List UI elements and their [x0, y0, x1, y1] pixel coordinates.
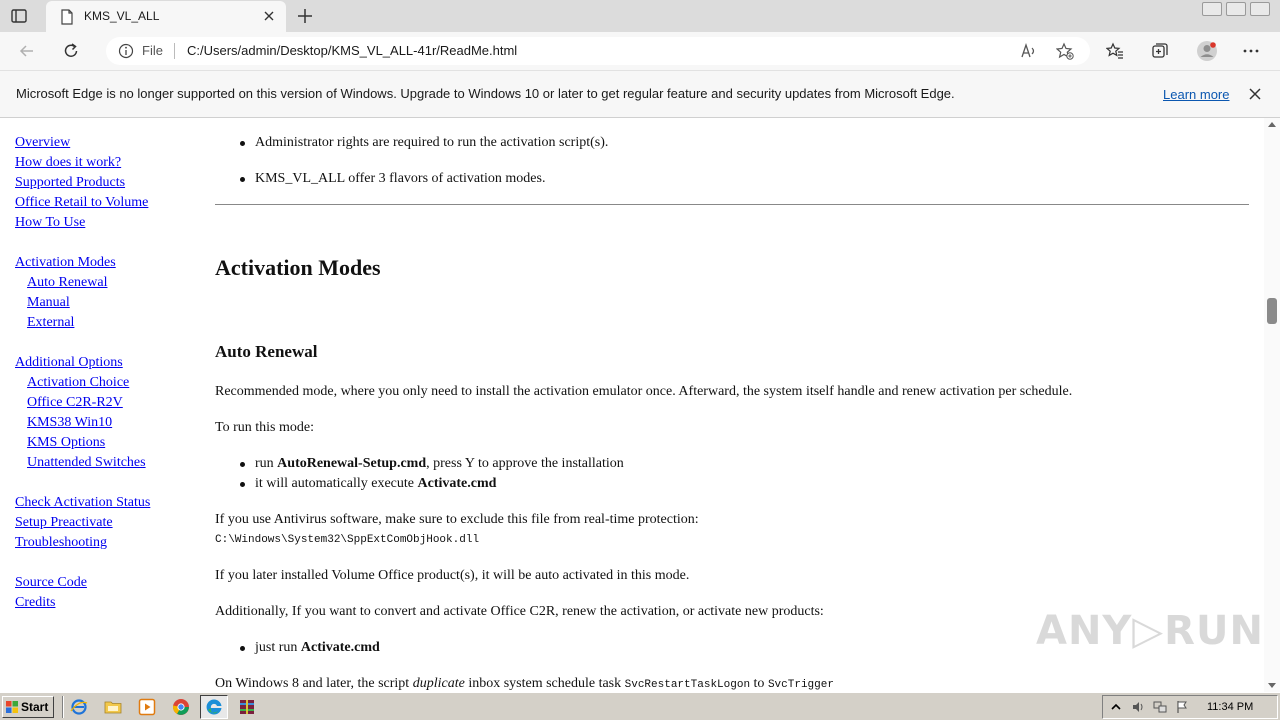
nav-link-kms38-win10[interactable]: KMS38 Win10: [27, 415, 113, 430]
text: just run: [255, 640, 301, 655]
nav-link-auto-renewal[interactable]: Auto Renewal: [27, 275, 108, 290]
address-scheme-label: File: [142, 43, 163, 58]
paragraph: Recommended mode, where you only need to install the activation emulator once. Afterward, the system itself handle and renew activation per schedule.: [215, 384, 1073, 399]
nav-link-troubleshooting[interactable]: Troubleshooting: [15, 535, 108, 550]
network-icon[interactable]: [1153, 700, 1167, 714]
start-button[interactable]: [2, 696, 54, 718]
code-path: C:\Windows\System32\SppExtComObjHook.dll: [215, 534, 480, 546]
nav-link-how-to-use[interactable]: How To Use: [15, 215, 86, 230]
paragraph: Additionally, If you want to convert and activate Office C2R, renew the activation, or activate new products:: [215, 604, 824, 619]
infobar-message: Microsoft Edge is no longer supported on this version of Windows. Upgrade to Windows 10 or later to get regular feature and security updates from Microsoft Edge.: [16, 86, 955, 101]
favorites-icon[interactable]: [1106, 42, 1124, 60]
nav-link-additional-options[interactable]: Additional Options: [15, 355, 123, 370]
vertical-scrollbar[interactable]: [1264, 118, 1280, 692]
file-explorer-icon[interactable]: [104, 698, 122, 716]
show-hidden-icons-icon[interactable]: [1109, 700, 1123, 714]
scroll-down-arrow-icon[interactable]: [1268, 683, 1276, 688]
text: to: [750, 676, 768, 691]
chrome-icon[interactable]: [172, 698, 190, 716]
winrar-icon[interactable]: [238, 698, 256, 716]
info-icon[interactable]: [118, 43, 134, 59]
nav-link-setup-preactivate[interactable]: Setup Preactivate: [15, 515, 113, 530]
action-center-flag-icon[interactable]: [1175, 700, 1189, 714]
list-item: [255, 640, 380, 656]
document-icon: [60, 9, 74, 25]
address-bar[interactable]: [106, 37, 1090, 65]
tab-actions-icon[interactable]: [10, 7, 28, 25]
heading-activation-modes: Activation Modes: [215, 255, 381, 280]
nav-link-office-c2r-r2v[interactable]: Office C2R-R2V: [27, 395, 123, 410]
text: inbox system schedule task: [464, 676, 625, 691]
nav-link-source-code[interactable]: Source Code: [15, 575, 87, 590]
close-tab-icon[interactable]: [262, 9, 276, 23]
system-tray: [1102, 695, 1278, 719]
internet-explorer-icon[interactable]: [70, 698, 88, 716]
nav-link-manual[interactable]: Manual: [27, 295, 70, 310]
new-tab-icon[interactable]: [296, 7, 314, 25]
start-label: Start: [21, 700, 49, 714]
taskbar-edge-active[interactable]: [200, 695, 228, 719]
nav-link-activation-choice[interactable]: Activation Choice: [27, 375, 130, 390]
profile-avatar-icon[interactable]: [1196, 40, 1218, 62]
read-aloud-icon[interactable]: [1020, 42, 1038, 60]
heading-auto-renewal: Auto Renewal: [215, 342, 318, 361]
edge-icon: [205, 698, 223, 716]
paragraph: To run this mode:: [215, 420, 314, 435]
list-item: [255, 476, 496, 492]
address-separator: [174, 43, 175, 59]
nav-link-office-retail-to-volume[interactable]: Office Retail to Volume: [15, 195, 149, 210]
restore-button[interactable]: [1226, 2, 1246, 16]
scroll-up-arrow-icon[interactable]: [1268, 122, 1276, 127]
scrollbar-thumb[interactable]: [1267, 298, 1277, 324]
nav-link-check-activation-status[interactable]: Check Activation Status: [15, 495, 151, 510]
file-name: Activate.cmd: [300, 640, 380, 655]
text: , press Y to approve the installation: [426, 456, 624, 471]
task-name: SvcRestartTaskLogon: [624, 679, 751, 691]
nav-link-unattended-switches[interactable]: Unattended Switches: [27, 455, 146, 470]
nav-link-kms-options[interactable]: KMS Options: [27, 435, 106, 450]
text: it will automatically execute: [255, 476, 418, 491]
taskbar-separator: [62, 696, 64, 718]
task-name: SvcTrigger: [767, 679, 834, 691]
close-icon[interactable]: [1248, 87, 1262, 101]
refresh-icon[interactable]: [62, 42, 80, 60]
list-item: KMS_VL_ALL offer 3 flavors of activation modes.: [255, 171, 546, 186]
add-favorite-icon[interactable]: [1056, 42, 1074, 60]
close-window-button[interactable]: [1250, 2, 1270, 16]
horizontal-rule: [215, 204, 1249, 205]
back-icon[interactable]: [18, 42, 36, 60]
collections-icon[interactable]: [1151, 42, 1169, 60]
paragraph: [215, 676, 834, 692]
tab-title: KMS_VL_ALL: [84, 9, 160, 23]
volume-icon[interactable]: [1131, 700, 1145, 714]
taskbar: [0, 692, 1280, 720]
emphasis: duplicate: [412, 676, 465, 691]
file-name: Activate.cmd: [417, 476, 497, 491]
windows-logo-icon: [6, 701, 18, 713]
learn-more-link[interactable]: Learn more: [1163, 87, 1230, 102]
address-url[interactable]: C:/Users/admin/Desktop/KMS_VL_ALL-41r/ReadMe.html: [187, 43, 518, 58]
paragraph: If you use Antivirus software, make sure to exclude this file from real-time protection:: [215, 512, 699, 527]
nav-link-overview[interactable]: Overview: [15, 135, 71, 150]
navigation-bar: [0, 32, 1280, 70]
page-viewport: [0, 118, 1264, 692]
nav-link-how-does-it-work[interactable]: How does it work?: [15, 155, 122, 170]
nav-link-credits[interactable]: Credits: [15, 595, 56, 610]
anyrun-watermark: ANY▷RUN: [1036, 608, 1264, 654]
title-bar: [0, 0, 1280, 32]
text: On Windows 8 and later, the script: [215, 676, 413, 691]
file-name: AutoRenewal-Setup.cmd: [277, 456, 427, 471]
list-item: Administrator rights are required to run the activation script(s).: [255, 135, 609, 150]
more-menu-icon[interactable]: [1242, 42, 1260, 60]
nav-link-external[interactable]: External: [27, 315, 75, 330]
list-item: [255, 456, 624, 472]
window-controls: [1202, 2, 1270, 16]
clock: 11:34 PM: [1207, 701, 1254, 713]
nav-link-activation-modes[interactable]: Activation Modes: [15, 255, 116, 270]
media-player-icon[interactable]: [138, 698, 156, 716]
paragraph: If you later installed Volume Office product(s), it will be auto activated in this mode.: [215, 568, 690, 583]
text: run: [255, 456, 278, 471]
tab-readme[interactable]: [46, 1, 286, 32]
unsupported-infobar: [0, 70, 1280, 118]
nav-link-supported-products[interactable]: Supported Products: [15, 175, 126, 190]
minimize-button[interactable]: [1202, 2, 1222, 16]
